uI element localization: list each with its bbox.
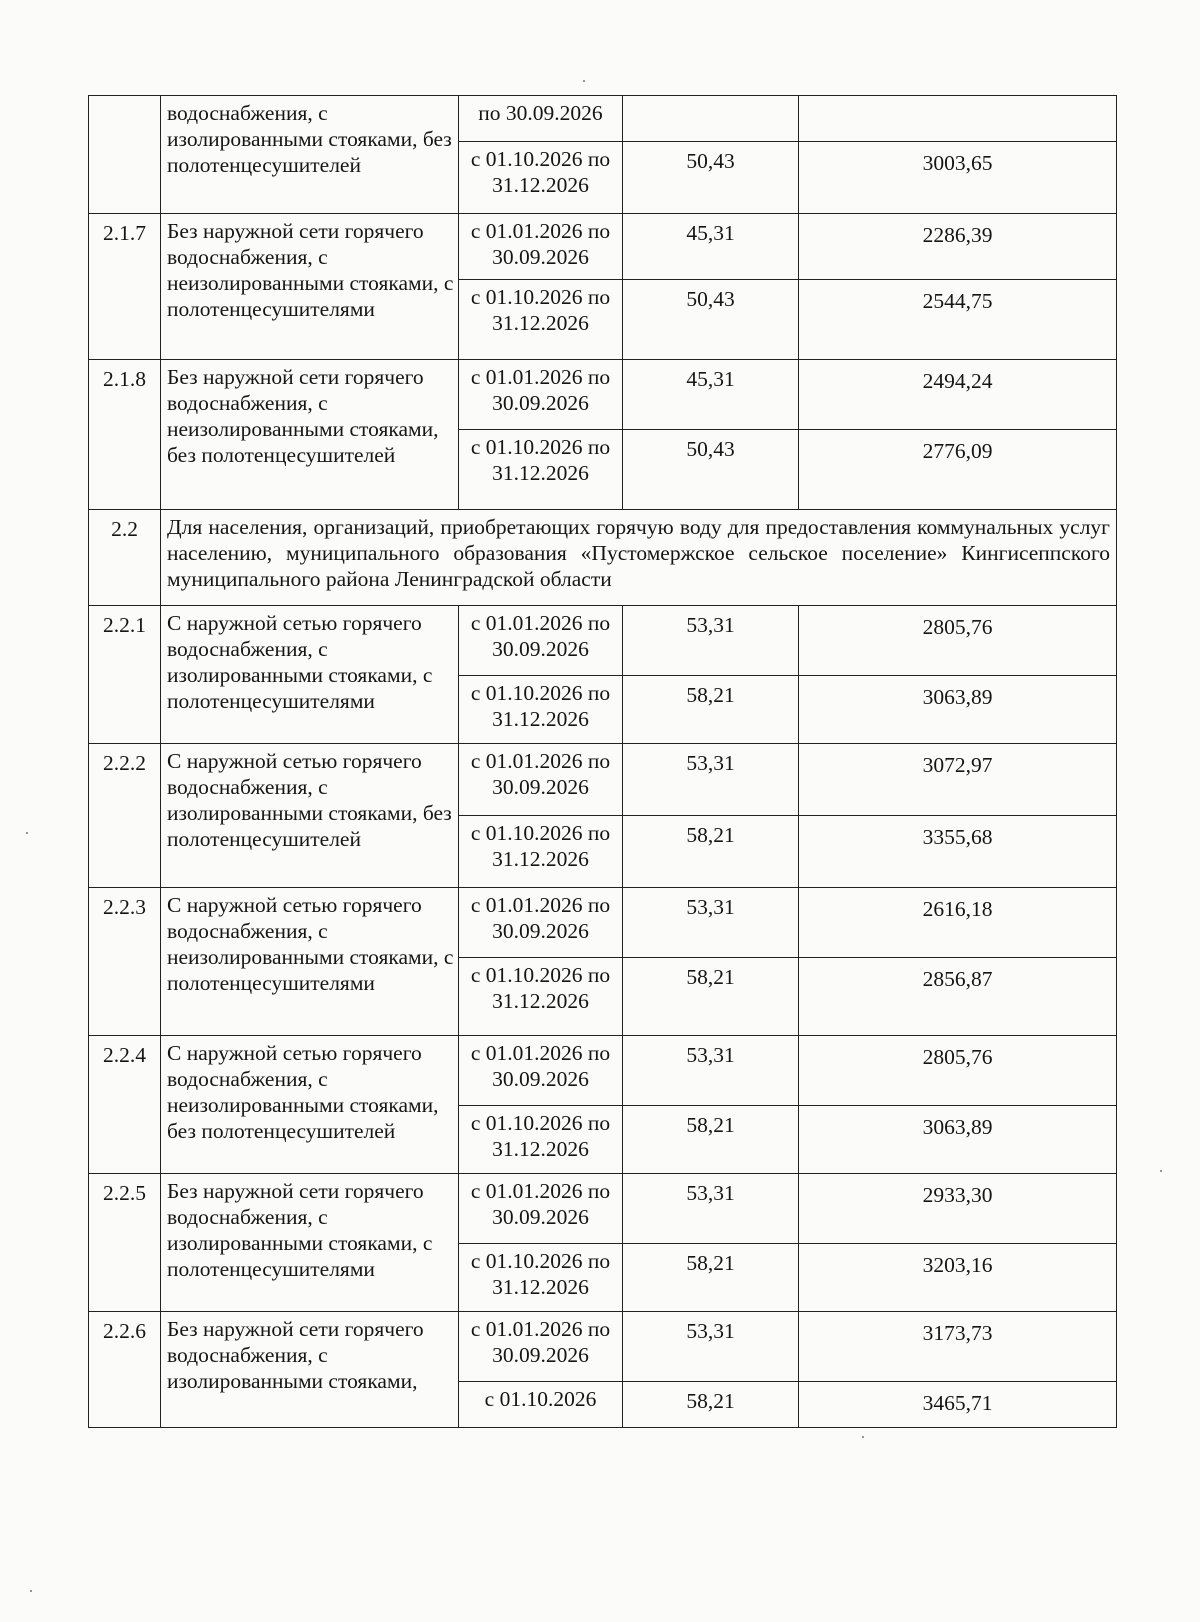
row-number: 2.2.1 <box>89 606 161 744</box>
table-row <box>89 888 1117 958</box>
table-row <box>89 96 1117 142</box>
value-cell <box>623 96 799 142</box>
value-cell: 53,31 <box>623 744 799 816</box>
value-cell: 53,31 <box>623 606 799 676</box>
tariff-cell: 3465,71 <box>799 1382 1117 1428</box>
scan-speck <box>30 1590 32 1592</box>
tariff-cell: 3173,73 <box>799 1312 1117 1382</box>
period-cell: с 01.10.2026 по 31.12.2026 <box>459 958 623 1036</box>
row-number: 2.1.8 <box>89 360 161 510</box>
value-cell: 58,21 <box>623 1106 799 1174</box>
value-cell: 53,31 <box>623 1036 799 1106</box>
period-cell: с 01.01.2026 по 30.09.2026 <box>459 744 623 816</box>
tariff-cell: 2544,75 <box>799 280 1117 360</box>
tariff-cell: 2616,18 <box>799 888 1117 958</box>
period-cell: с 01.10.2026 по 31.12.2026 <box>459 1244 623 1312</box>
scan-speck <box>26 832 28 834</box>
value-cell: 45,31 <box>623 214 799 280</box>
row-description: С наружной сетью горячего водоснабжения, с неизолированными стояками, без полотенцесушителей <box>161 1036 459 1174</box>
period-cell: с 01.10.2026 <box>459 1382 623 1428</box>
period-cell: с 01.10.2026 по 31.12.2026 <box>459 280 623 360</box>
section-row <box>89 510 1117 606</box>
tariff-cell: 3003,65 <box>799 142 1117 214</box>
row-number: 2.2.6 <box>89 1312 161 1428</box>
table-row <box>89 360 1117 430</box>
row-description: водоснабжения, с изолированными стояками, без полотенцесушителей <box>161 96 459 214</box>
scan-speck <box>1160 1170 1162 1172</box>
row-number: 2.1.7 <box>89 214 161 360</box>
row-number: 2.2.2 <box>89 744 161 888</box>
row-description: С наружной сетью горячего водоснабжения, с неизолированными стояками, с полотенцесушителями <box>161 888 459 1036</box>
row-number: 2.2.4 <box>89 1036 161 1174</box>
row-number <box>89 96 161 214</box>
row-description: С наружной сетью горячего водоснабжения, с изолированными стояками, с полотенцесушителями <box>161 606 459 744</box>
tariff-cell: 2776,09 <box>799 430 1117 510</box>
period-cell: с 01.10.2026 по 31.12.2026 <box>459 816 623 888</box>
row-description: Без наружной сети горячего водоснабжения, с неизолированными стояками, без полотенцесушителей <box>161 360 459 510</box>
period-cell: с 01.01.2026 по 30.09.2026 <box>459 888 623 958</box>
tariff-cell: 3063,89 <box>799 1106 1117 1174</box>
scan-speck <box>583 80 585 82</box>
row-description: Без наружной сети горячего водоснабжения, с изолированными стояками, <box>161 1312 459 1428</box>
period-cell: с 01.10.2026 по 31.12.2026 <box>459 1106 623 1174</box>
row-number: 2.2.3 <box>89 888 161 1036</box>
tariff-cell: 2805,76 <box>799 606 1117 676</box>
table-row <box>89 1174 1117 1244</box>
row-description: С наружной сетью горячего водоснабжения, с изолированными стояками, без полотенцесушителей <box>161 744 459 888</box>
value-cell: 53,31 <box>623 888 799 958</box>
tariff-cell: 3203,16 <box>799 1244 1117 1312</box>
value-cell: 50,43 <box>623 142 799 214</box>
table-row <box>89 744 1117 816</box>
tariff-cell: 2494,24 <box>799 360 1117 430</box>
period-cell: с 01.10.2026 по 31.12.2026 <box>459 142 623 214</box>
period-cell: с 01.01.2026 по 30.09.2026 <box>459 360 623 430</box>
section-description: Для населения, организаций, приобретающих горячую воду для предоставления коммунальных услуг населению, муниципального образования «Пустомержское сельское поселение» Кингисеппского муниципального района Ленинградской области <box>161 510 1117 606</box>
value-cell: 50,43 <box>623 280 799 360</box>
tariff-cell: 2286,39 <box>799 214 1117 280</box>
row-description: Без наружной сети горячего водоснабжения, с неизолированными стояками, с полотенцесушителями <box>161 214 459 360</box>
table-row <box>89 1036 1117 1106</box>
period-cell: с 01.01.2026 по 30.09.2026 <box>459 606 623 676</box>
row-description: Без наружной сети горячего водоснабжения, с изолированными стояками, с полотенцесушителями <box>161 1174 459 1312</box>
row-number: 2.2.5 <box>89 1174 161 1312</box>
period-cell: с 01.01.2026 по 30.09.2026 <box>459 214 623 280</box>
scan-speck <box>862 1436 864 1438</box>
tariff-cell: 2805,76 <box>799 1036 1117 1106</box>
value-cell: 58,21 <box>623 676 799 744</box>
period-cell: с 01.01.2026 по 30.09.2026 <box>459 1174 623 1244</box>
value-cell: 50,43 <box>623 430 799 510</box>
period-cell: с 01.01.2026 по 30.09.2026 <box>459 1312 623 1382</box>
tariff-cell: 3072,97 <box>799 744 1117 816</box>
tariff-cell: 2933,30 <box>799 1174 1117 1244</box>
tariff-table <box>88 95 1117 1428</box>
period-cell: по 30.09.2026 <box>459 96 623 142</box>
period-cell: с 01.10.2026 по 31.12.2026 <box>459 676 623 744</box>
table-row <box>89 214 1117 280</box>
value-cell: 53,31 <box>623 1312 799 1382</box>
period-cell: с 01.10.2026 по 31.12.2026 <box>459 430 623 510</box>
value-cell: 53,31 <box>623 1174 799 1244</box>
section-number: 2.2 <box>89 510 161 606</box>
value-cell: 45,31 <box>623 360 799 430</box>
tariff-cell <box>799 96 1117 142</box>
value-cell: 58,21 <box>623 816 799 888</box>
value-cell: 58,21 <box>623 958 799 1036</box>
table-row <box>89 606 1117 676</box>
tariff-cell: 2856,87 <box>799 958 1117 1036</box>
table-row <box>89 1312 1117 1382</box>
tariff-cell: 3063,89 <box>799 676 1117 744</box>
value-cell: 58,21 <box>623 1244 799 1312</box>
value-cell: 58,21 <box>623 1382 799 1428</box>
tariff-cell: 3355,68 <box>799 816 1117 888</box>
period-cell: с 01.01.2026 по 30.09.2026 <box>459 1036 623 1106</box>
